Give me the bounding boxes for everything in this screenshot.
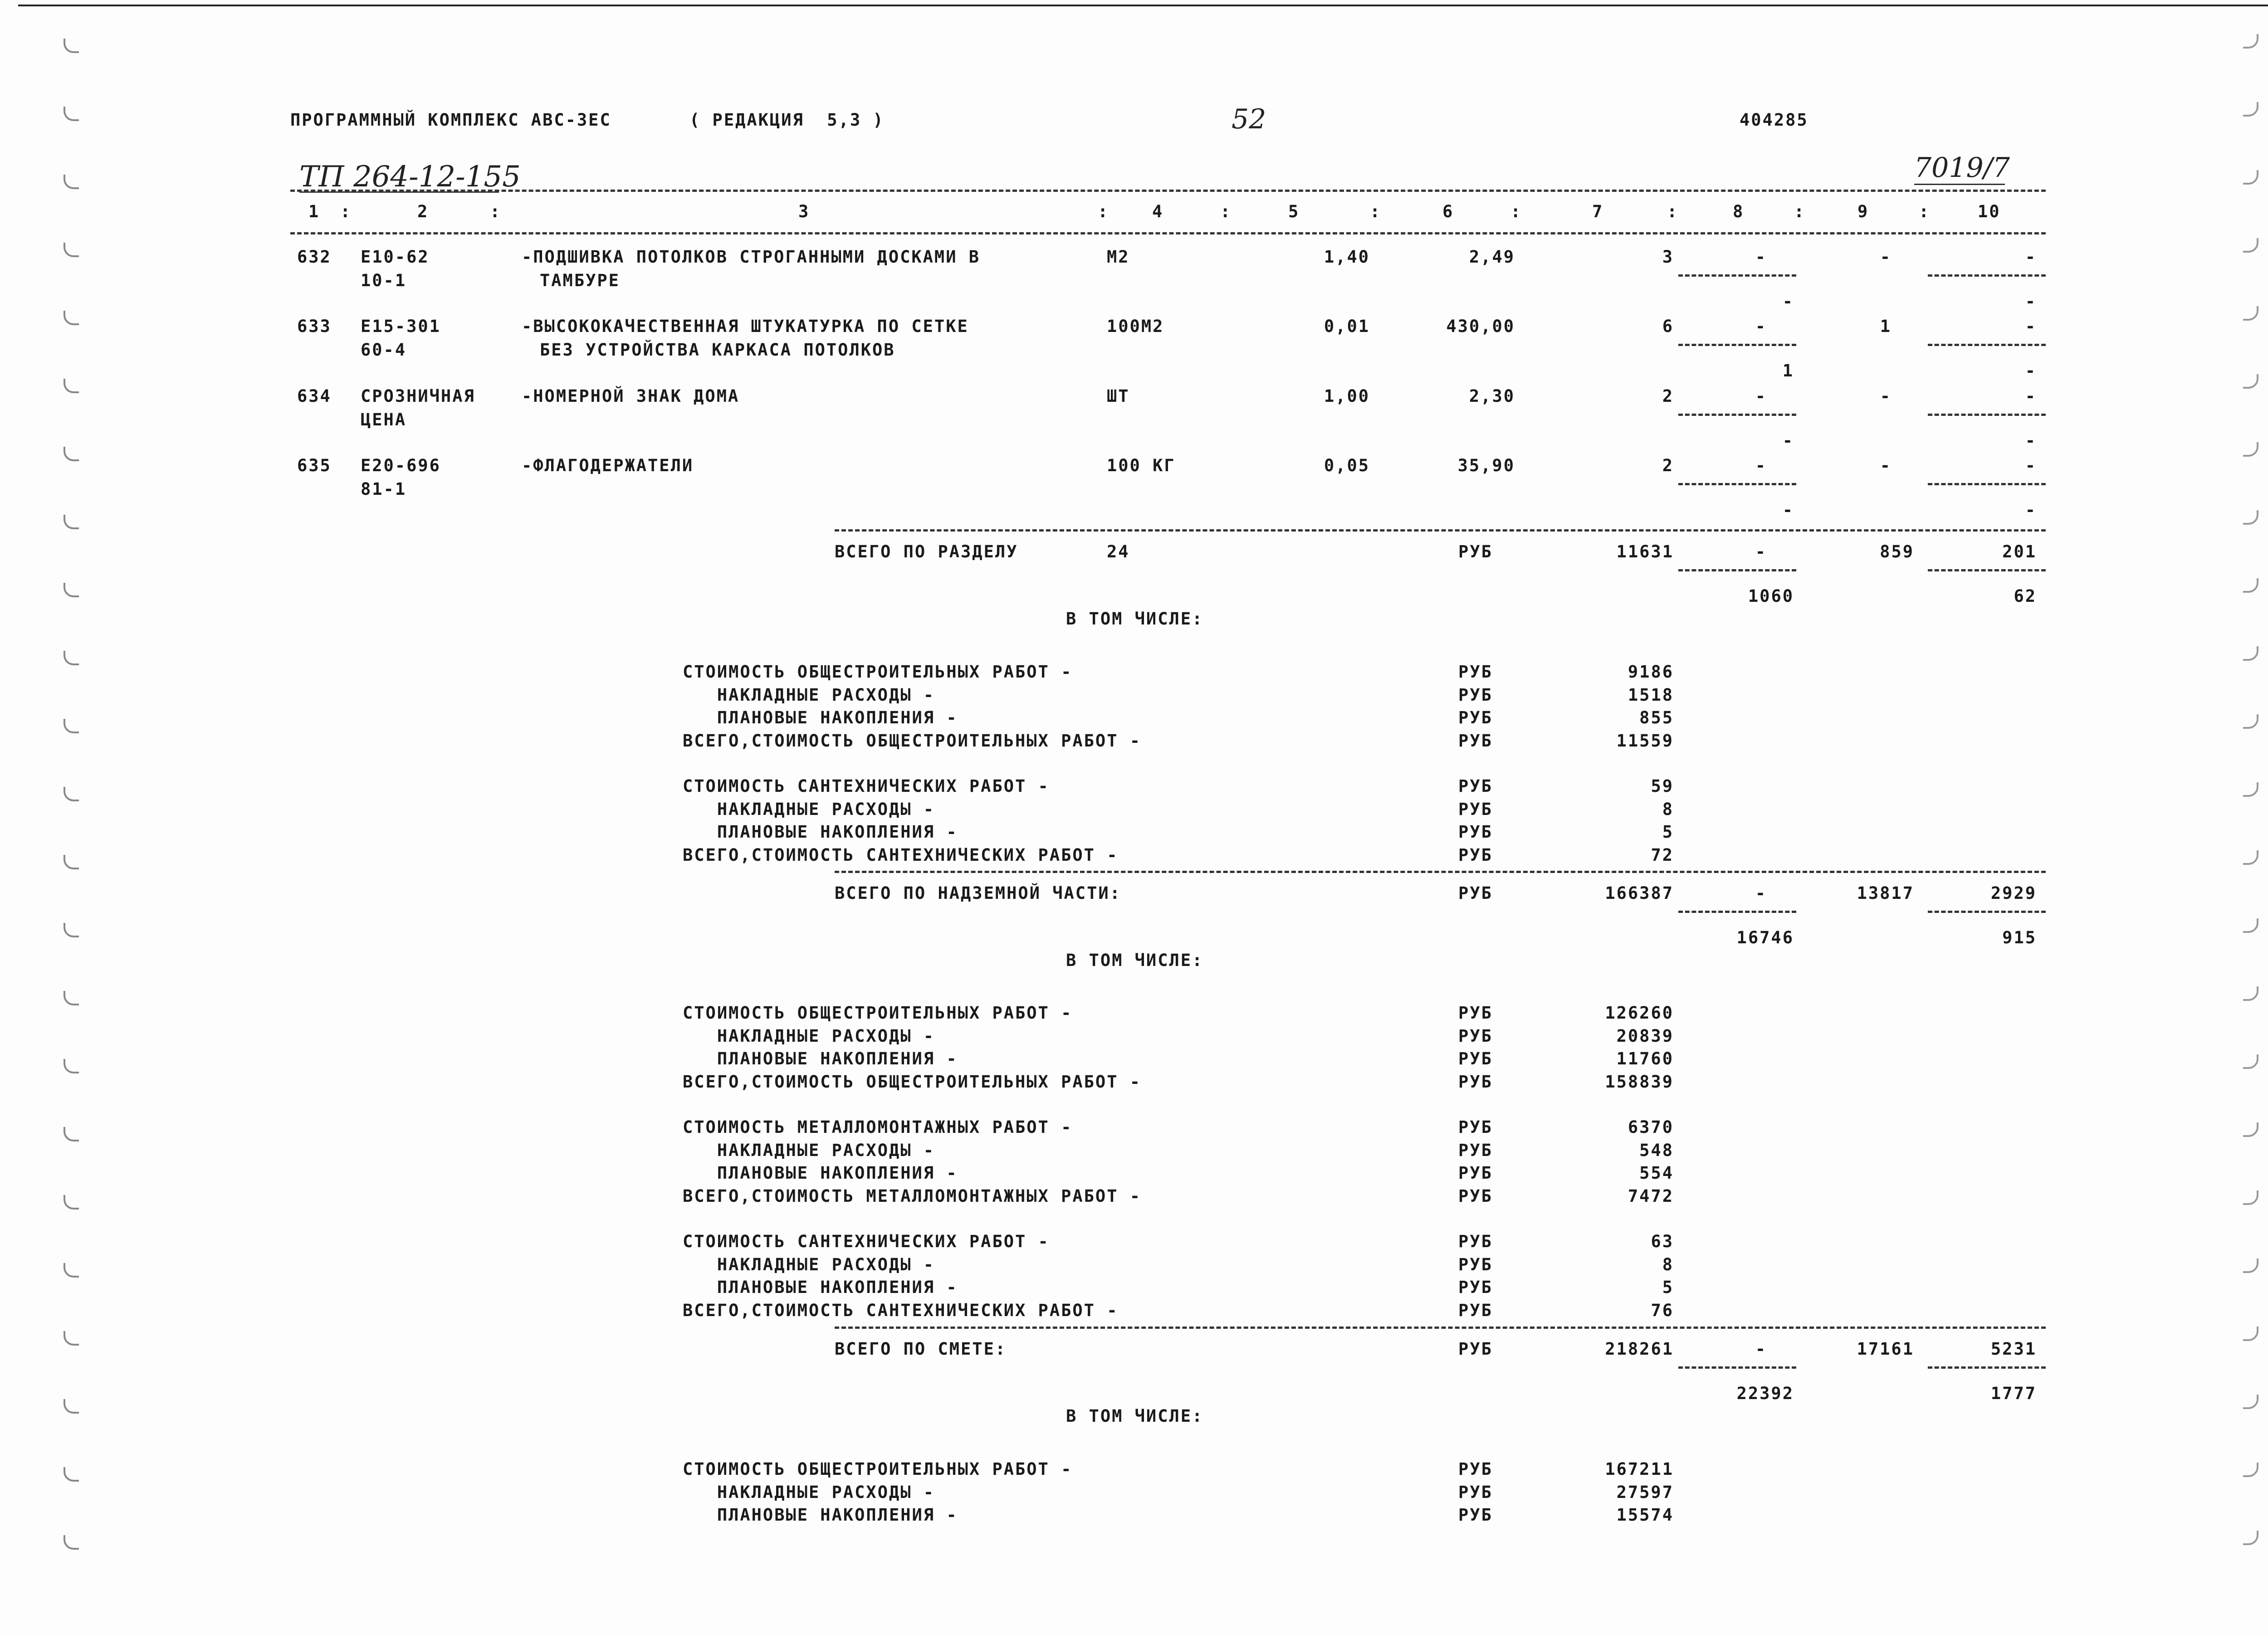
col8-subrule	[1678, 483, 1796, 485]
column-header-rule	[290, 232, 2046, 234]
cost-line-label: НАКЛАДНЫЕ РАСХОДЫ -	[683, 1482, 935, 1502]
binder-hole-mark	[64, 923, 79, 937]
cost-line-currency: РУБ	[1458, 1163, 1493, 1183]
item-rate-subcode: ЦЕНА	[361, 410, 407, 429]
column-number: 3	[798, 202, 810, 221]
cost-line-value: 9186	[1628, 662, 1674, 682]
totals-section-number: 24	[1107, 542, 1130, 561]
totals-label: ВСЕГО ПО РАЗДЕЛУ	[835, 542, 1018, 561]
totals-col8: -	[1755, 1339, 1767, 1359]
item-col9: -	[1880, 247, 1892, 267]
item-col9: -	[1880, 386, 1892, 406]
cost-line-currency: РУБ	[1458, 685, 1493, 705]
item-rate-code: СРОЗНИЧНАЯ	[361, 386, 475, 406]
cost-line-value: 63	[1651, 1232, 1674, 1251]
totals-amount: 166387	[1605, 883, 1674, 903]
column-number: 8	[1733, 202, 1745, 221]
cost-line-value: 1518	[1628, 685, 1674, 705]
item-col8: -	[1755, 456, 1767, 475]
totals-col10: 2929	[1990, 883, 2037, 903]
col8-subrule	[1678, 569, 1796, 571]
project-code: ТП 264-12-155	[299, 160, 521, 194]
cost-line-label: СТОИМОСТЬ ОБЩЕСТРОИТЕЛЬНЫХ РАБОТ -	[683, 1003, 1073, 1023]
edition: ( РЕДАКЦИЯ 5,3 )	[689, 110, 885, 130]
item-description: -НОМЕРНОЙ ЗНАК ДОМА	[522, 386, 740, 406]
cost-line-currency: РУБ	[1458, 1186, 1493, 1206]
header-rule	[290, 190, 2046, 192]
cost-line-currency: РУБ	[1458, 1072, 1493, 1092]
column-separator: :	[1220, 202, 1232, 221]
cost-line-label: НАКЛАДНЫЕ РАСХОДЫ -	[683, 1026, 935, 1046]
col8-subrule	[1678, 911, 1796, 913]
cost-line-label: ПЛАНОВЫЕ НАКОПЛЕНИЯ -	[683, 1505, 958, 1525]
cost-line-value: 27597	[1616, 1482, 1674, 1502]
item-col8-lower: -	[1782, 431, 1794, 450]
cost-line-value: 158839	[1605, 1072, 1674, 1092]
item-description-cont: ТАМБУРЕ	[540, 271, 620, 290]
item-col10: -	[2025, 386, 2037, 406]
cost-line-currency: РУБ	[1458, 1254, 1493, 1274]
cost-line-currency: РУБ	[1458, 1140, 1493, 1160]
totals-rule	[835, 1327, 2046, 1329]
cost-line-currency: РУБ	[1458, 708, 1493, 727]
item-rate-subcode: 10-1	[361, 271, 407, 290]
totals-col10-lower: 1777	[1990, 1384, 2037, 1403]
binder-hole-mark	[2243, 1258, 2258, 1273]
item-unit: 100 КГ	[1107, 456, 1176, 475]
item-col8: -	[1755, 386, 1767, 406]
binder-hole-mark	[64, 243, 79, 257]
item-col10: -	[2025, 317, 2037, 336]
cost-line-value: 20839	[1616, 1026, 1674, 1046]
binder-hole-mark	[64, 107, 79, 121]
cost-line-label: ПЛАНОВЫЕ НАКОПЛЕНИЯ -	[683, 1049, 958, 1068]
cost-line-value: 554	[1639, 1163, 1674, 1183]
item-unit: М2	[1107, 247, 1130, 267]
cost-line-currency: РУБ	[1458, 1505, 1493, 1525]
cost-line-value: 126260	[1605, 1003, 1674, 1023]
page-number: 52	[1232, 103, 1266, 135]
cost-line-value: 7472	[1628, 1186, 1674, 1206]
cost-line-value: 6370	[1628, 1117, 1674, 1137]
item-col10-lower: -	[2025, 500, 2037, 520]
binder-hole-mark	[2243, 510, 2258, 525]
item-col9: 1	[1880, 317, 1892, 336]
cost-line-currency: РУБ	[1458, 1482, 1493, 1502]
cost-line-label: ПЛАНОВЫЕ НАКОПЛЕНИЯ -	[683, 708, 958, 727]
column-separator: :	[1098, 202, 1110, 221]
item-quantity: 0,01	[1324, 317, 1370, 336]
col10-subrule	[1928, 1366, 2046, 1369]
totals-col8-lower: 22392	[1736, 1384, 1794, 1403]
col8-subrule	[1678, 344, 1796, 346]
cost-line-currency: РУБ	[1458, 1117, 1493, 1137]
binder-hole-mark	[64, 515, 79, 529]
cost-line-label: ПЛАНОВЫЕ НАКОПЛЕНИЯ -	[683, 1278, 958, 1297]
totals-col10: 201	[2002, 542, 2037, 561]
cost-line-value: 15574	[1616, 1505, 1674, 1525]
binder-hole-mark	[64, 991, 79, 1005]
top-edge-line	[18, 5, 2268, 6]
cost-line-label: НАКЛАДНЫЕ РАСХОДЫ -	[683, 799, 935, 819]
cost-line-label: СТОИМОСТЬ ОБЩЕСТРОИТЕЛЬНЫХ РАБОТ -	[683, 662, 1073, 682]
binder-hole-mark	[2243, 714, 2258, 729]
cost-line-label: СТОИМОСТЬ САНТЕХНИЧЕСКИХ РАБОТ -	[683, 776, 1050, 796]
binder-hole-mark	[2243, 442, 2258, 457]
totals-amount: 11631	[1616, 542, 1674, 561]
item-col8-lower: 1	[1782, 361, 1794, 380]
item-rate-subcode: 60-4	[361, 340, 407, 360]
item-rate-code: Е20-696	[361, 456, 441, 475]
cost-line-label: ВСЕГО,СТОИМОСТЬ ОБЩЕСТРОИТЕЛЬНЫХ РАБОТ -	[683, 1072, 1142, 1092]
col10-subrule	[1928, 911, 2046, 913]
cost-line-currency: РУБ	[1458, 731, 1493, 751]
item-rate-subcode: 81-1	[361, 479, 407, 499]
binder-hole-mark	[64, 719, 79, 733]
totals-currency: РУБ	[1458, 883, 1493, 903]
cost-line-currency: РУБ	[1458, 1278, 1493, 1297]
sheet-number: 7019/7	[1914, 152, 2010, 184]
binder-hole-mark	[64, 583, 79, 597]
binder-hole-mark	[2243, 918, 2258, 933]
column-separator: :	[340, 202, 352, 221]
item-quantity: 1,40	[1324, 247, 1370, 267]
binder-hole-mark	[64, 1399, 79, 1414]
cost-line-value: 8	[1662, 1254, 1674, 1274]
totals-col9: 859	[1880, 542, 1914, 561]
cost-line-currency: РУБ	[1458, 1026, 1493, 1046]
item-unit-price: 35,90	[1457, 456, 1515, 475]
cost-line-currency: РУБ	[1458, 662, 1493, 682]
totals-col8: -	[1755, 542, 1767, 561]
cost-line-currency: РУБ	[1458, 1049, 1493, 1068]
totals-label: ВСЕГО ПО СМЕТЕ:	[835, 1339, 1007, 1359]
including-heading: В ТОМ ЧИСЛЕ:	[1066, 1406, 1204, 1426]
binder-hole-mark	[2243, 306, 2258, 321]
item-col10-lower: -	[2025, 292, 2037, 311]
column-separator: :	[1794, 202, 1806, 221]
program-title: ПРОГРАММНЫЙ КОМПЛЕКС АВС-3ЕС	[290, 110, 611, 130]
binder-hole-mark	[64, 1195, 79, 1210]
item-number: 633	[297, 317, 332, 336]
col10-subrule	[1928, 274, 2046, 277]
binder-hole-mark	[2243, 1190, 2258, 1205]
item-unit-price: 430,00	[1446, 317, 1515, 336]
totals-amount: 218261	[1605, 1339, 1674, 1359]
col8-subrule	[1678, 274, 1796, 277]
binder-hole-mark	[64, 787, 79, 801]
binder-hole-mark	[2243, 1122, 2258, 1137]
binder-hole-mark	[64, 1059, 79, 1073]
totals-currency: РУБ	[1458, 1339, 1493, 1359]
totals-label: ВСЕГО ПО НАДЗЕМНОЙ ЧАСТИ:	[835, 883, 1121, 903]
totals-col10-lower: 62	[2014, 586, 2037, 606]
cost-line-value: 167211	[1605, 1459, 1674, 1479]
item-col10-lower: -	[2025, 431, 2037, 450]
item-total: 2	[1662, 456, 1674, 475]
item-number: 632	[297, 247, 332, 267]
binder-hole-mark	[64, 1331, 79, 1346]
column-separator: :	[1510, 202, 1522, 221]
item-col8: -	[1755, 317, 1767, 336]
item-description-cont: БЕЗ УСТРОЙСТВА КАРКАСА ПОТОЛКОВ	[540, 340, 895, 360]
binder-hole-mark	[2243, 1531, 2258, 1545]
totals-col9: 13817	[1857, 883, 1914, 903]
totals-col8: -	[1755, 883, 1767, 903]
binder-hole-mark	[64, 855, 79, 869]
binder-hole-mark	[2243, 782, 2258, 797]
totals-rule	[835, 529, 2046, 532]
document-code: 404285	[1740, 110, 1809, 130]
column-number: 2	[417, 202, 429, 221]
binder-hole-mark	[2243, 1054, 2258, 1069]
binder-hole-mark	[2243, 238, 2258, 253]
item-col8-lower: -	[1782, 292, 1794, 311]
item-col8-lower: -	[1782, 500, 1794, 520]
binder-hole-mark	[64, 175, 79, 189]
binder-hole-mark	[64, 1467, 79, 1482]
item-description: -ВЫСОКОКАЧЕСТВЕННАЯ ШТУКАТУРКА ПО СЕТКЕ	[522, 317, 969, 336]
cost-line-value: 11760	[1616, 1049, 1674, 1068]
cost-line-label: ВСЕГО,СТОИМОСТЬ ОБЩЕСТРОИТЕЛЬНЫХ РАБОТ -	[683, 731, 1142, 751]
column-number: 1	[308, 202, 320, 221]
item-rate-code: Е15-301	[361, 317, 441, 336]
column-number: 4	[1152, 202, 1164, 221]
binder-hole-mark	[64, 379, 79, 393]
totals-col8-lower: 16746	[1736, 928, 1794, 947]
binder-hole-mark	[64, 1263, 79, 1278]
totals-col9: 17161	[1857, 1339, 1914, 1359]
including-heading: В ТОМ ЧИСЛЕ:	[1066, 951, 1204, 970]
item-total: 2	[1662, 386, 1674, 406]
totals-col8-lower: 1060	[1748, 586, 1794, 606]
cost-line-label: ВСЕГО,СТОИМОСТЬ САНТЕХНИЧЕСКИХ РАБОТ -	[683, 845, 1119, 865]
sheet-underline	[1914, 184, 2005, 185]
item-col10-lower: -	[2025, 361, 2037, 380]
item-unit: ШТ	[1107, 386, 1130, 406]
binder-hole-mark	[64, 447, 79, 461]
col10-subrule	[1928, 483, 2046, 485]
column-separator: :	[490, 202, 502, 221]
column-number: 5	[1288, 202, 1300, 221]
totals-currency: РУБ	[1458, 542, 1493, 561]
column-separator: :	[1370, 202, 1382, 221]
column-number: 9	[1857, 202, 1869, 221]
binder-hole-mark	[2243, 34, 2258, 49]
item-quantity: 1,00	[1324, 386, 1370, 406]
cost-line-label: СТОИМОСТЬ САНТЕХНИЧЕСКИХ РАБОТ -	[683, 1232, 1050, 1251]
cost-line-label: НАКЛАДНЫЕ РАСХОДЫ -	[683, 685, 935, 705]
binder-hole-mark	[64, 1127, 79, 1141]
binder-hole-mark	[2243, 170, 2258, 185]
col10-subrule	[1928, 569, 2046, 571]
binder-hole-mark	[2243, 646, 2258, 661]
cost-line-currency: РУБ	[1458, 1232, 1493, 1251]
cost-line-currency: РУБ	[1458, 1003, 1493, 1023]
cost-line-label: ВСЕГО,СТОИМОСТЬ САНТЕХНИЧЕСКИХ РАБОТ -	[683, 1300, 1119, 1320]
cost-line-value: 59	[1651, 776, 1674, 796]
cost-line-value: 76	[1651, 1300, 1674, 1320]
cost-line-label: НАКЛАДНЫЕ РАСХОДЫ -	[683, 1254, 935, 1274]
item-unit-price: 2,49	[1469, 247, 1515, 267]
cost-line-value: 5	[1662, 1278, 1674, 1297]
cost-line-value: 855	[1639, 708, 1674, 727]
totals-rule	[835, 871, 2046, 873]
item-total: 3	[1662, 247, 1674, 267]
totals-col10: 5231	[1990, 1339, 2037, 1359]
binder-hole-mark	[64, 311, 79, 325]
cost-line-value: 11559	[1616, 731, 1674, 751]
item-description: -ФЛАГОДЕРЖАТЕЛИ	[522, 456, 694, 475]
item-unit-price: 2,30	[1469, 386, 1515, 406]
item-rate-code: Е10-62	[361, 247, 430, 267]
col10-subrule	[1928, 414, 2046, 416]
totals-col10-lower: 915	[2002, 928, 2037, 947]
column-number: 10	[1978, 202, 2001, 221]
column-number: 6	[1442, 202, 1454, 221]
binder-hole-mark	[2243, 374, 2258, 389]
cost-line-label: ПЛАНОВЫЕ НАКОПЛЕНИЯ -	[683, 822, 958, 842]
column-separator: :	[1667, 202, 1679, 221]
including-heading: В ТОМ ЧИСЛЕ:	[1066, 609, 1204, 629]
item-unit: 100М2	[1107, 317, 1164, 336]
binder-hole-mark	[2243, 102, 2258, 117]
cost-line-currency: РУБ	[1458, 776, 1493, 796]
binder-hole-mark	[64, 39, 79, 53]
cost-line-currency: РУБ	[1458, 822, 1493, 842]
col10-subrule	[1928, 344, 2046, 346]
item-col10: -	[2025, 456, 2037, 475]
cost-line-currency: РУБ	[1458, 799, 1493, 819]
binder-hole-mark	[2243, 1463, 2258, 1477]
binder-hole-mark	[2243, 1395, 2258, 1409]
cost-line-value: 72	[1651, 845, 1674, 865]
cost-line-currency: РУБ	[1458, 1300, 1493, 1320]
cost-line-value: 5	[1662, 822, 1674, 842]
item-description: -ПОДШИВКА ПОТОЛКОВ СТРОГАННЫМИ ДОСКАМИ В	[522, 247, 981, 267]
item-quantity: 0,05	[1324, 456, 1370, 475]
item-number: 634	[297, 386, 332, 406]
binder-hole-mark	[2243, 578, 2258, 593]
cost-line-currency: РУБ	[1458, 1459, 1493, 1479]
binder-hole-mark	[2243, 986, 2258, 1001]
col8-subrule	[1678, 1366, 1796, 1369]
cost-line-label: ПЛАНОВЫЕ НАКОПЛЕНИЯ -	[683, 1163, 958, 1183]
item-col8: -	[1755, 247, 1767, 267]
cost-line-label: СТОИМОСТЬ ОБЩЕСТРОИТЕЛЬНЫХ РАБОТ -	[683, 1459, 1073, 1479]
cost-line-label: ВСЕГО,СТОИМОСТЬ МЕТАЛЛОМОНТАЖНЫХ РАБОТ -	[683, 1186, 1142, 1206]
binder-hole-mark	[2243, 1327, 2258, 1341]
item-number: 635	[297, 456, 332, 475]
binder-hole-mark	[64, 651, 79, 665]
binder-hole-mark	[2243, 850, 2258, 865]
cost-line-label: СТОИМОСТЬ МЕТАЛЛОМОНТАЖНЫХ РАБОТ -	[683, 1117, 1073, 1137]
item-col10: -	[2025, 247, 2037, 267]
cost-line-value: 548	[1639, 1140, 1674, 1160]
cost-line-label: НАКЛАДНЫЕ РАСХОДЫ -	[683, 1140, 935, 1160]
item-col9: -	[1880, 456, 1892, 475]
item-total: 6	[1662, 317, 1674, 336]
cost-line-value: 8	[1662, 799, 1674, 819]
cost-line-currency: РУБ	[1458, 845, 1493, 865]
binder-hole-mark	[64, 1535, 79, 1550]
col8-subrule	[1678, 414, 1796, 416]
column-separator: :	[1919, 202, 1931, 221]
column-number: 7	[1592, 202, 1604, 221]
